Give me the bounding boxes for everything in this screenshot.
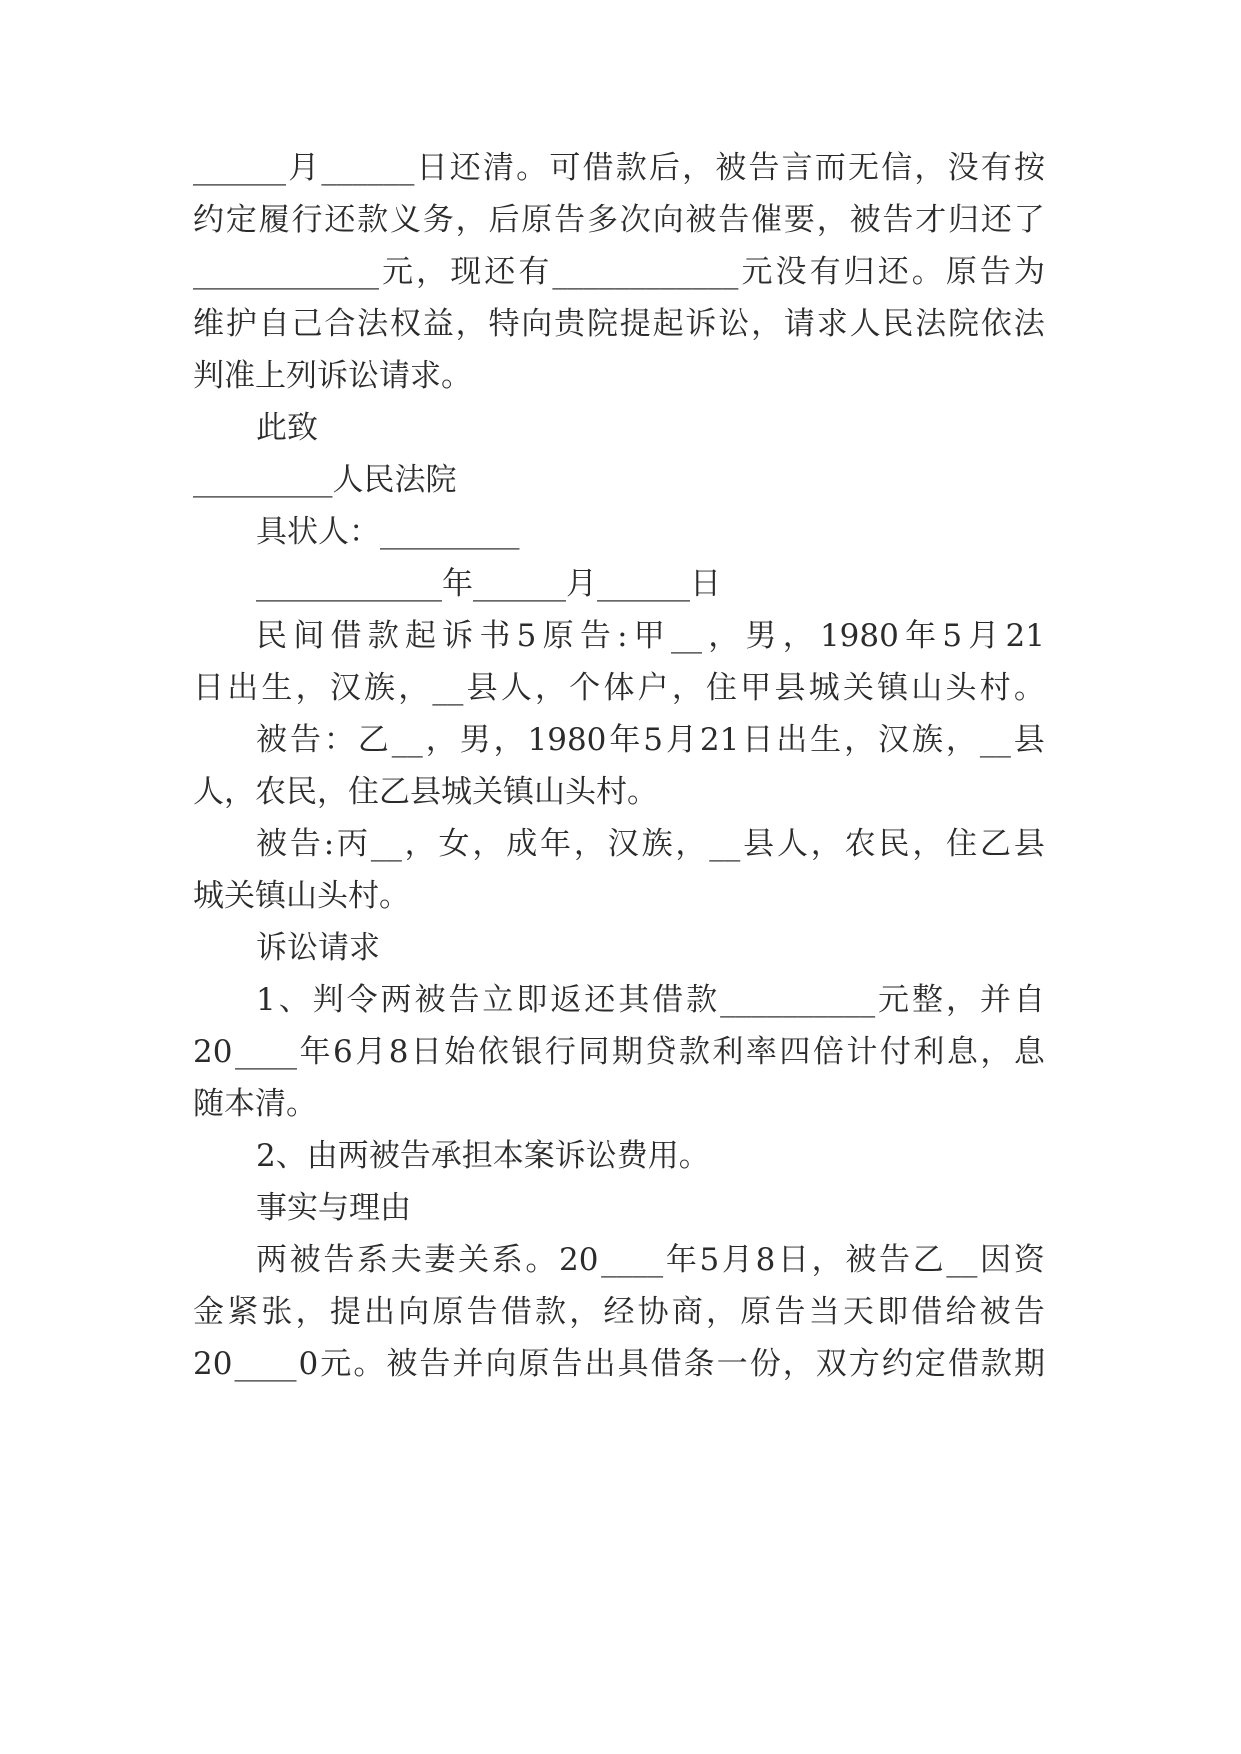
date-line: ____________年______月______日 (256, 566, 721, 602)
text-line: ____________ 元 ， 现 还 有 ____________ 元 没 有 归 还 。 原 告 为 (193, 254, 1045, 290)
text-line: 1 、 判 令 两 被 告 立 即 返 还 其 借 款 __________ 元 整 ， 并 自 (256, 982, 1045, 1018)
text-line: 日 出 生 ， 汉 族 ， __ 县 人 ， 个 体 户 ， 住 甲 县 城 关 镇 山 头 村 。 (193, 670, 1045, 706)
text-line: 人，农民，住乙县城关镇山头村。 (193, 774, 658, 810)
text-line: 随本清。 (193, 1086, 317, 1122)
text-line: 被 告 ： 乙 __ ， 男 ， 1980 年 5 月 21 日 出 生 ， 汉 族 ， __ 县 (256, 722, 1045, 758)
signatory-line: 具状人：_________ (256, 514, 520, 550)
text-line: 被 告 : 丙 __ ， 女 ， 成 年 ， 汉 族 ， __ 县 人 ， 农 民 ， 住 乙 县 (256, 826, 1045, 862)
section-heading: 事实与理由 (256, 1190, 411, 1226)
text-line: 城关镇山头村。 (193, 878, 410, 914)
text-line: ______ 月 ______ 日 还 清 。 可 借 款 后 ， 被 告 言 而 无 信 ， 没 有 按 (193, 150, 1045, 186)
text-line: 金 紧 张 ， 提 出 向 原 告 借 款 ， 经 协 商 ， 原 告 当 天 即 借 给 被 告 (193, 1294, 1045, 1330)
text-line: 两 被 告 系 夫 妻 关 系 。 20 ____ 年 5 月 8 日 ， 被 告 乙 __ 因 资 (256, 1242, 1045, 1278)
text-line: 判准上列诉讼请求。 (193, 358, 472, 394)
text-line: 20 ____ 0 元 。 被 告 并 向 原 告 出 具 借 条 一 份 ， 双 方 约 定 借 款 期 (193, 1346, 1045, 1382)
text-line: 20 ____ 年 6 月 8 日 始 依 银 行 同 期 贷 款 利 率 四 倍 计 付 利 息 ， 息 (193, 1034, 1045, 1070)
text-line: 2、由两被告承担本案诉讼费用。 (256, 1138, 710, 1174)
salutation: 此致 (256, 410, 318, 446)
text-line: 民 间 借 款 起 诉 书 5 原 告 : 甲 __ ， 男 ， 1980 年 5 月 21 (256, 618, 1045, 654)
text-line: 维 护 自 己 合 法 权 益 ， 特 向 贵 院 提 起 诉 讼 ， 请 求 人 民 法 院 依 法 (193, 306, 1045, 342)
text-line: 约 定 履 行 还 款 义 务 ， 后 原 告 多 次 向 被 告 催 要 ， 被 告 才 归 还 了 (193, 202, 1045, 238)
court-addressee: _________人民法院 (193, 462, 457, 498)
section-heading: 诉讼请求 (256, 930, 380, 966)
